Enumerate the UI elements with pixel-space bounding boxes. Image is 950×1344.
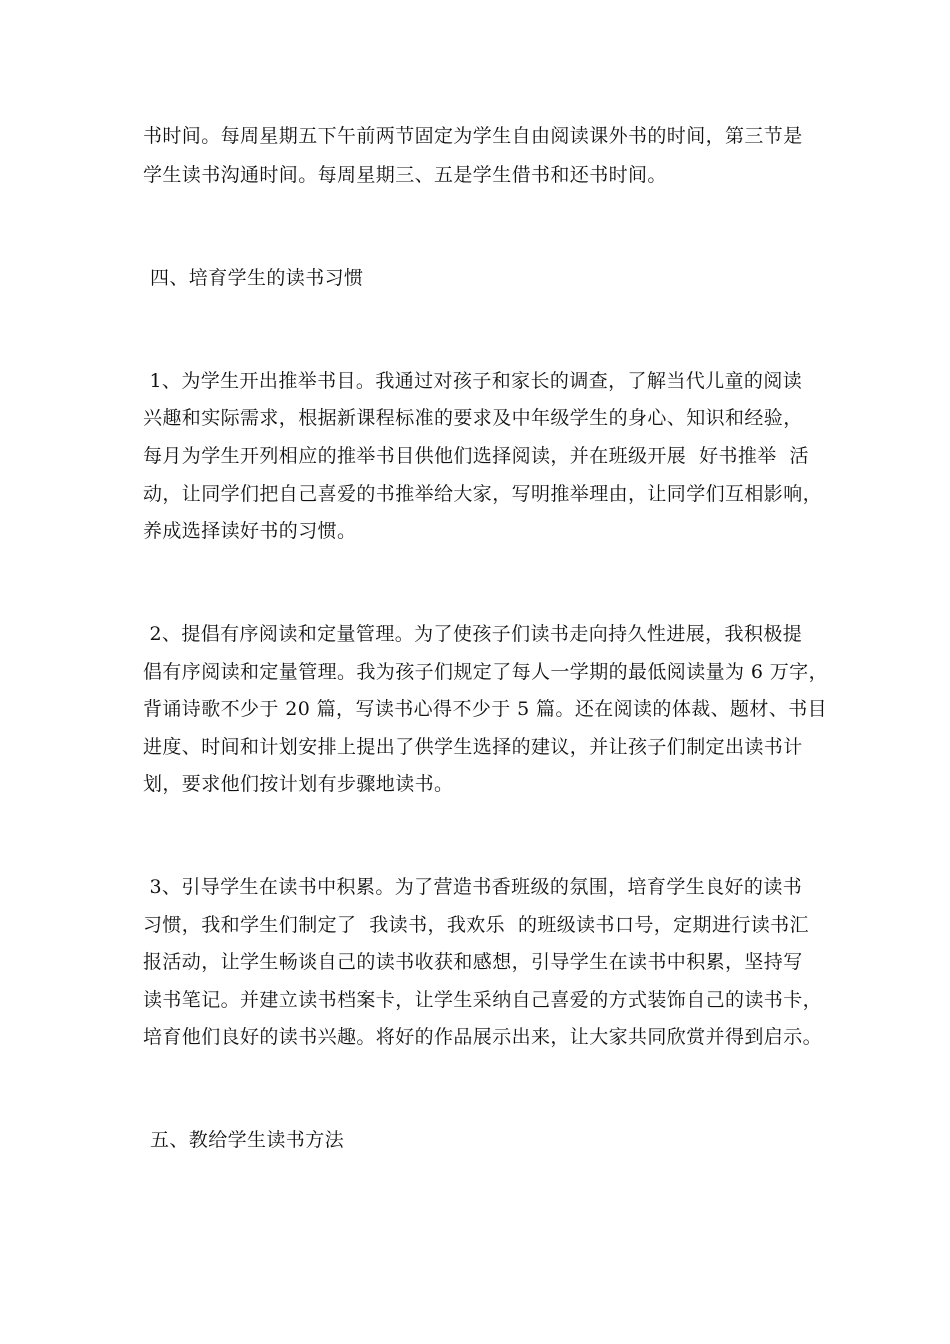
text-line: 3、引导学生在读书中积累。为了营造书香班级的氛围，培育学生良好的读书 xyxy=(143,876,803,898)
section-heading-four: 四、培育学生的读书习惯 xyxy=(150,267,364,289)
text-line: 动，让同学们把自己喜爱的书推举给大家，写明推举理由，让同学们互相影响， xyxy=(143,483,823,505)
text-line: 背诵诗歌不少于 20 篇，写读书心得不少于 5 篇。还在阅读的体裁、题材、书目 xyxy=(143,698,828,720)
text-line: 书时间。每周星期五下午前两节固定为学生自由阅读课外书的时间，第三节是 xyxy=(143,125,803,147)
text-line: 每月为学生开列相应的推举书目供他们选择阅读，并在班级开展 好书推举 活 xyxy=(143,445,809,467)
text-line: 养成选择读好书的习惯。 xyxy=(143,520,357,542)
text-line: 兴趣和实际需求，根据新课程标准的要求及中年级学生的身心、知识和经验， xyxy=(143,407,803,429)
text-line: 习惯，我和学生们制定了 我读书，我欢乐 的班级读书口号，定期进行读书汇 xyxy=(143,914,809,936)
text-line: 读书笔记。并建立读书档案卡，让学生采纳自己喜爱的方式装饰自己的读书卡， xyxy=(143,989,823,1011)
text-line: 倡有序阅读和定量管理。我为孩子们规定了每人一学期的最低阅读量为 6 万字， xyxy=(143,661,828,683)
text-line: 进度、时间和计划安排上提出了供学生选择的建议，并让孩子们制定出读书计 xyxy=(143,736,803,758)
text-line: 划，要求他们按计划有步骤地读书。 xyxy=(143,773,454,795)
text-line: 培育他们良好的读书兴趣。将好的作品展示出来，让大家共同欣赏并得到启示。 xyxy=(143,1026,823,1048)
section-heading-five: 五、教给学生读书方法 xyxy=(150,1129,345,1151)
text-line: 1、为学生开出推举书目。我通过对孩子和家长的调查，了解当代儿童的阅读 xyxy=(143,370,803,392)
text-line: 2、提倡有序阅读和定量管理。为了使孩子们读书走向持久性进展，我积极提 xyxy=(143,623,803,645)
text-line: 学生读书沟通时间。每周星期三、五是学生借书和还书时间。 xyxy=(143,164,667,186)
text-line: 报活动，让学生畅谈自己的读书收获和感想，引导学生在读书中积累，坚持写 xyxy=(143,951,803,973)
